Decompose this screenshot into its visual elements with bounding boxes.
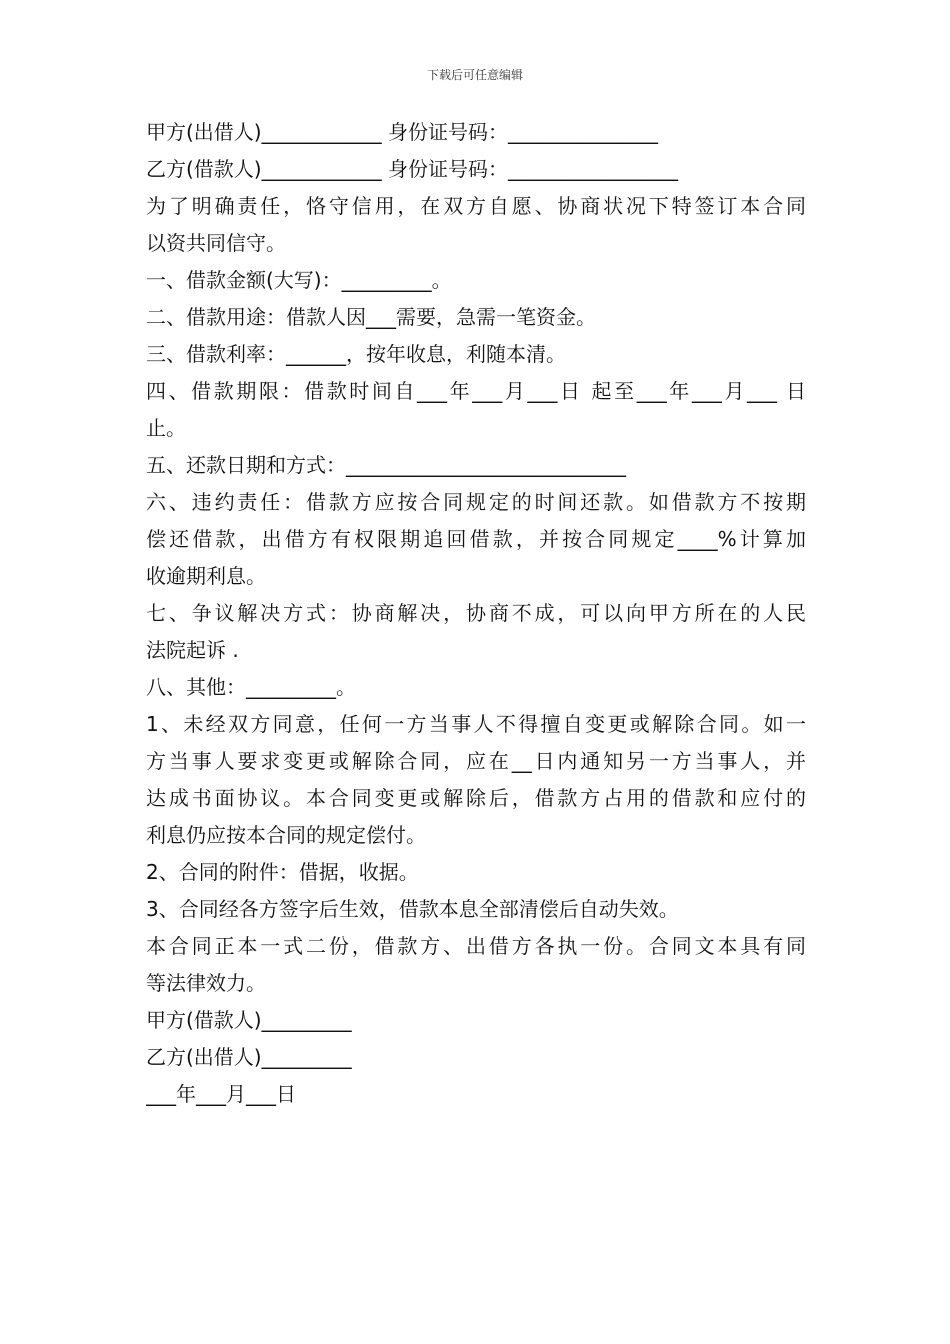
item-1-line-4: 利息仍应按本合同的规定偿付。 <box>146 823 426 847</box>
clause-interest-rate: 三、借款利率：______，按年收息，利随本清。 <box>146 342 566 366</box>
page-header-note: 下载后可任意编辑 <box>426 68 523 82</box>
clause-repayment: 五、还款日期和方式：____________________________ <box>146 453 626 477</box>
copies-line-1: 本合同正本一式二份，借款方、出借方各执一份。合同文本具有同 <box>146 934 806 958</box>
signature-party-a: 甲方(借款人)_________ <box>146 1008 352 1032</box>
signature-date: ___年___月___日 <box>146 1082 296 1106</box>
clause-dispute-2: 法院起诉 . <box>146 638 239 662</box>
signature-party-b: 乙方(出借人)_________ <box>146 1045 352 1069</box>
copies-line-2: 等法律效力。 <box>146 971 266 995</box>
line-preamble-1: 为了明确责任，恪守信用，在双方自愿、协商状况下特签订本合同 <box>146 194 806 218</box>
clause-liability-1: 六、违约责任：借款方应按合同规定的时间还款。如借款方不按期 <box>146 490 806 514</box>
clause-liability-3: 收逾期利息。 <box>146 564 266 588</box>
item-3: 3、合同经各方签字后生效，借款本息全部清偿后自动失效。 <box>146 897 679 921</box>
clause-loan-amount: 一、借款金额(大写)：_________。 <box>146 268 452 292</box>
item-2: 2、合同的附件：借据，收据。 <box>146 860 419 884</box>
clause-liability-2: 偿还借款，出借方有权限期追回借款，并按合同规定____%计算加 <box>146 527 806 551</box>
line-preamble-2: 以资共同信守。 <box>146 231 286 255</box>
contract-body <box>146 114 806 1113</box>
clause-loan-purpose: 二、借款用途：借款人因___需要，急需一笔资金。 <box>146 305 596 329</box>
item-1-line-1: 1、未经双方同意，任何一方当事人不得擅自变更或解除合同。如一 <box>146 712 806 736</box>
clause-other: 八、其他：_________。 <box>146 675 356 699</box>
clause-loan-term-1: 四、借款期限：借款时间自___年___月___日 起至___年___月___ 日 <box>146 379 806 403</box>
item-1-line-3: 达成书面协议。本合同变更或解除后，借款方占用的借款和应付的 <box>146 786 806 810</box>
clause-loan-term-2: 止。 <box>146 416 186 440</box>
item-1-line-2: 方当事人要求变更或解除合同，应在__日内通知另一方当事人，并 <box>146 749 806 773</box>
line-borrower-id: 乙方(借款人)____________ 身份证号码：_________________ <box>146 157 678 181</box>
clause-dispute-1: 七、争议解决方式：协商解决，协商不成，可以向甲方所在的人民 <box>146 601 806 625</box>
line-lender-id: 甲方(出借人)____________ 身份证号码：_______________ <box>146 120 658 144</box>
